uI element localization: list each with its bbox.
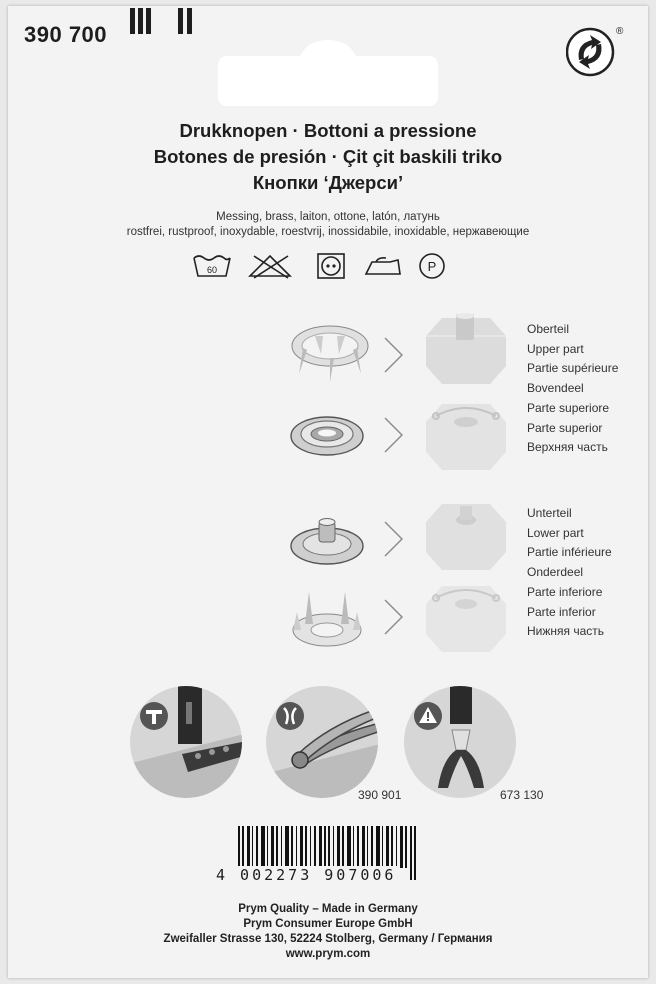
upper-part-labels bbox=[527, 320, 618, 458]
upper-label: Parte superiore bbox=[527, 400, 610, 415]
pliers-icon bbox=[276, 702, 304, 730]
lower-label: Unterteil bbox=[527, 506, 572, 520]
pliers-article-number: 390 901 bbox=[358, 788, 402, 802]
upper-part-cap bbox=[285, 400, 375, 470]
upper-label: Upper part bbox=[527, 341, 584, 356]
tool-head-upper-1 bbox=[422, 312, 510, 388]
tool-head-lower-2 bbox=[422, 580, 510, 656]
pliers-tool-illustration bbox=[264, 684, 380, 800]
hammer-tool-illustration bbox=[128, 684, 244, 800]
upper-label: Верхняя часть bbox=[527, 440, 608, 455]
chevron-right-icon bbox=[382, 520, 406, 558]
wash-60-icon bbox=[194, 256, 230, 276]
code-bars-icon bbox=[130, 8, 200, 34]
upper-label: Bovendeel bbox=[527, 381, 584, 396]
footer-company: Prym Consumer Europe GmbH bbox=[243, 918, 413, 930]
lower-label: Parte inferiore bbox=[527, 584, 603, 599]
upper-label: Partie supérieure bbox=[527, 361, 619, 376]
title-line-1: Drukknopen · Bottoni a pressione bbox=[179, 120, 477, 141]
warning-article-number: 673 130 bbox=[500, 788, 544, 802]
lower-label: Parte inferior bbox=[527, 604, 596, 619]
lower-label: Onderdeel bbox=[527, 565, 584, 580]
svg-text:P: P bbox=[427, 259, 437, 274]
footer-address: Zweifaller Strasse 130, 52224 Stolberg, Germany / Германия bbox=[163, 933, 493, 945]
upper-label: Oberteil bbox=[527, 322, 570, 336]
warning-tool-illustration bbox=[402, 684, 518, 800]
footer-website: www.prym.com bbox=[285, 948, 371, 960]
dry-clean-p-icon bbox=[420, 254, 444, 278]
lower-part-prong-ring bbox=[285, 588, 375, 658]
care-symbols bbox=[192, 252, 452, 280]
no-bleach-icon bbox=[250, 256, 290, 278]
tool-head-upper-2 bbox=[422, 398, 510, 474]
iron-icon bbox=[366, 258, 400, 274]
article-code: 390 700 bbox=[24, 22, 108, 47]
hang-hole bbox=[218, 40, 438, 106]
tumble-dry-icon bbox=[318, 254, 344, 278]
chevron-right-icon bbox=[382, 416, 406, 454]
barcode-number: 4 002273 907006 bbox=[216, 866, 397, 884]
chevron-right-icon bbox=[382, 336, 406, 374]
wash-temp: 60 bbox=[206, 265, 218, 275]
material-line-1: Messing, brass, laiton, ottone, latón, латунь bbox=[216, 211, 440, 223]
lower-part-stud bbox=[285, 508, 375, 578]
registered-mark: ® bbox=[616, 26, 624, 37]
title-line-3: Кнопки ‘Джерси’ bbox=[252, 172, 404, 193]
lower-label: Нижняя часть bbox=[527, 624, 605, 639]
lower-part-labels bbox=[527, 504, 612, 642]
upper-label: Parte superior bbox=[527, 420, 603, 435]
recycle-icon bbox=[566, 26, 626, 78]
material-line-2: rostfrei, rustproof, inoxydable, roestvrij, inossidabile, inoxidable, нержавеющие bbox=[126, 226, 530, 238]
upper-part-prong-ring bbox=[285, 316, 375, 386]
chevron-right-icon bbox=[382, 598, 406, 636]
tool-head-lower-1 bbox=[422, 498, 510, 574]
title-line-2: Botones de presión · Çit çit baskili triko bbox=[153, 146, 503, 167]
lower-label: Lower part bbox=[527, 525, 584, 540]
lower-label: Partie inférieure bbox=[527, 545, 612, 560]
footer-quality: Prym Quality – Made in Germany bbox=[238, 903, 418, 915]
